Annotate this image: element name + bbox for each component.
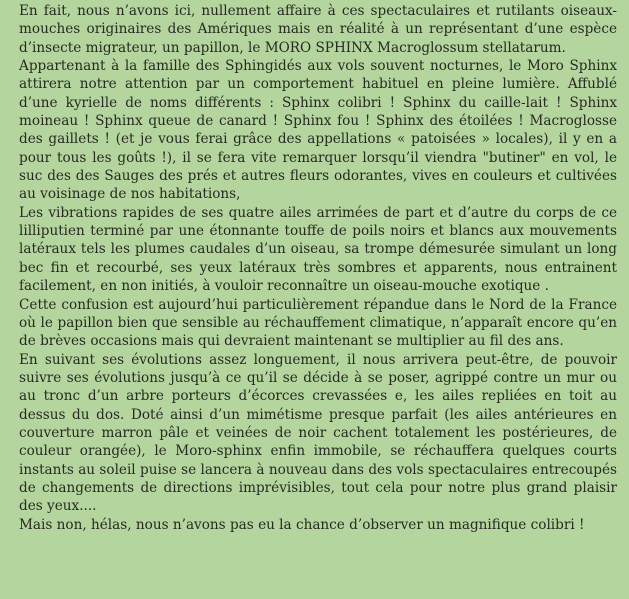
paragraph-observation: En suivant ses évolutions assez longuement, il nous arrivera peut-être, de pouvoir suivre ses évolutions jusqu’à ce qu’il se décide à se poser, agrippé contre un mur ou au tronc d’un arbre porteurs d’écorces crevassées e, les ailes repliées en toit au dessus du dos. Doté ainsi d’un mimétisme presque parfait (les ailes antérieures en couverture marron pâle et veinées de noir cachent totalement les postérieures, de couleur orangée), le Moro-sphinx enfin immobile, se réchauffera quelques courts instants au soleil puise se lancera à nouveau dans des vols spectaculaires entrecoupés de changements de directions imprévisibles, tout cela pour notre plus grand plaisir des yeux.... [19, 351, 617, 515]
paragraph-intro: En fait, nous n’avons ici, nullement affaire à ces spectaculaires et rutilants oiseaux-mouches originaires des Amériques mais en réalité à un représentant d’une espèce d’insecte migrateur, un papillon, le MORO SPHINX Macroglossum stellatarum. [19, 3, 617, 56]
paragraph-confusion: Cette confusion est aujourd’hui particulièrement répandue dans le Nord de la France où le papillon bien que sensible au réchauffement climatique, n’apparaît encore qu’en de brèves occasions mais qui devraient maintenant se multiplier au fil des ans. [19, 296, 617, 350]
paragraph-conclusion: Mais non, hélas, nous n’avons pas eu la chance d’observer un magnifique colibri ! [19, 516, 585, 533]
paragraph-family-names: Appartenant à la famille des Sphingidés aux vols souvent nocturnes, le Moro Sphinx attirera notre attention par un comportement habituel en pleine lumière. Affublé d’une kyrielle de noms différents : Sphinx colibri ! Sphinx du caille-lait ! Sphinx moineau ! Sphinx queue de canard ! Sphinx fou ! Sphinx des étoilées ! Macroglosse des gaillets ! (et je vous ferai grâce des appellations « patoisées » locales), il y en a pour tous les goûts !), il se fera vite remarquer lorsqu’il viendra "butiner" en vol, le suc des des Sauges des prés et autres fleurs odorantes, vives en couleurs et cultivées au voisinage de nos habitations, [19, 58, 617, 203]
paragraph-vibrations: Les vibrations rapides de ses quatre ailes arrimées de part et d’autre du corps de ce lilliputien terminé par une étonnante touffe de poils noirs et blancs aux mouvements latéraux tels les plumes caudales d’un oiseau, sa trompe démesurée simulant un long bec fin et recourbé, ses yeux latéraux très sombres et apparents, nous entrainent facilement, en non initiés, à vouloir reconnaître un oiseau-mouche exotique . [19, 204, 617, 295]
